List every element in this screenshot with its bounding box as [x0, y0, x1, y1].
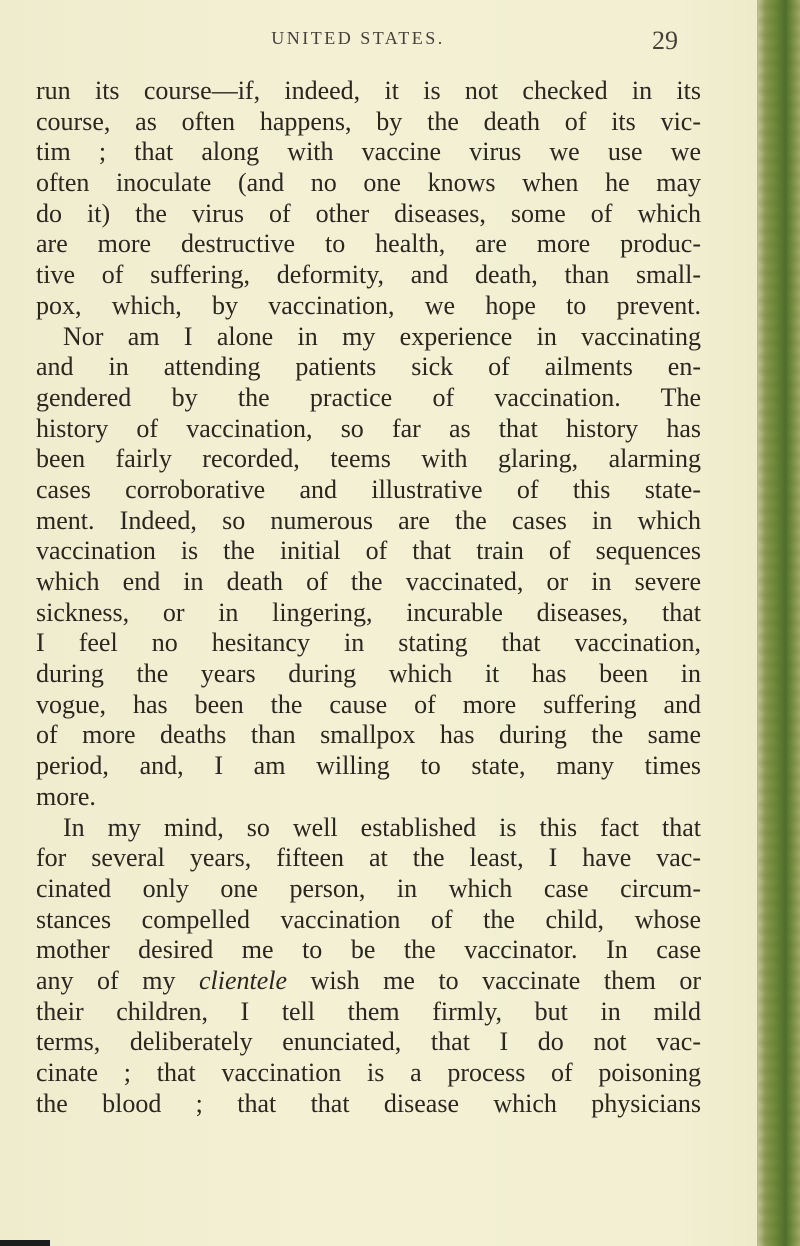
paragraph-2: [36, 322, 701, 813]
text-line: been fairly recorded, teems with glaring, alarming: [36, 444, 701, 474]
paragraph-1: [36, 76, 701, 322]
text-line: In my mind, so well established is this fact that: [63, 812, 701, 842]
text-line: vogue, has been the cause of more suffering and: [36, 689, 701, 719]
text-line: history of vaccination, so far as that history has: [36, 413, 701, 443]
text-line: period, and, I am willing to state, many times: [36, 751, 701, 781]
body-text: [36, 76, 701, 1119]
text-line: pox, which, by vaccination, we hope to prevent.: [36, 290, 701, 320]
text-line: I feel no hesitancy in stating that vaccination,: [36, 628, 701, 658]
text-line: vaccination is the initial of that train of sequences: [36, 536, 701, 566]
text-line: cinate ; that vaccination is a process of poisoning: [36, 1058, 701, 1087]
text-line: cinated only one person, in which case circum-: [36, 873, 701, 903]
book-spine: [758, 0, 800, 1246]
text-line-with-italic: [36, 966, 701, 997]
text-line: are more destructive to health, are more produc-: [36, 229, 701, 259]
text-line: of more deaths than smallpox has during the same: [36, 720, 701, 750]
text-line: tim ; that along with vaccine virus we use we: [36, 137, 701, 167]
text-line: often inoculate (and no one knows when he may: [36, 168, 701, 198]
text-segment: wish me to vaccinate them or: [287, 965, 702, 995]
text-line: stances compelled vaccination of the child, whose: [36, 904, 701, 934]
paragraph-3: [36, 813, 701, 1120]
text-line: their children, I tell them firmly, but in mild: [36, 996, 701, 1026]
text-line: terms, deliberately enunciated, that I do not vac-: [36, 1027, 701, 1057]
page-number: 29: [652, 26, 678, 55]
bottom-edge-mark: [0, 1240, 50, 1246]
text-line: run its course—if, indeed, it is not checked in its: [36, 76, 701, 105]
text-line: and in attending patients sick of ailments en-: [36, 352, 701, 382]
text-line: do it) the virus of other diseases, some of which: [36, 198, 701, 228]
running-head: [38, 28, 678, 56]
text-line: more.: [36, 781, 96, 811]
text-line: which end in death of the vaccinated, or in severe: [36, 567, 701, 596]
text-line: sickness, or in lingering, incurable diseases, that: [36, 597, 701, 627]
text-segment: any of my: [36, 965, 199, 995]
text-line: for several years, fifteen at the least, I have vac-: [36, 843, 701, 873]
italic-word: clientele: [198, 965, 288, 995]
text-line: cases corroborative and illustrative of this state-: [36, 474, 701, 504]
text-line: the blood ; that that disease which physicians: [36, 1088, 701, 1118]
text-line: course, as often happens, by the death of its vic-: [36, 106, 701, 136]
text-line: ment. Indeed, so numerous are the cases in which: [36, 505, 701, 535]
text-line: during the years during which it has been in: [36, 659, 701, 689]
text-line: mother desired me to be the vaccinator. In case: [36, 935, 701, 965]
running-head-title: UNITED STATES.: [271, 28, 445, 48]
text-line: Nor am I alone in my experience in vaccinating: [63, 321, 701, 351]
text-line: gendered by the practice of vaccination. The: [36, 382, 701, 412]
text-line: tive of suffering, deformity, and death, than small-: [36, 260, 701, 290]
